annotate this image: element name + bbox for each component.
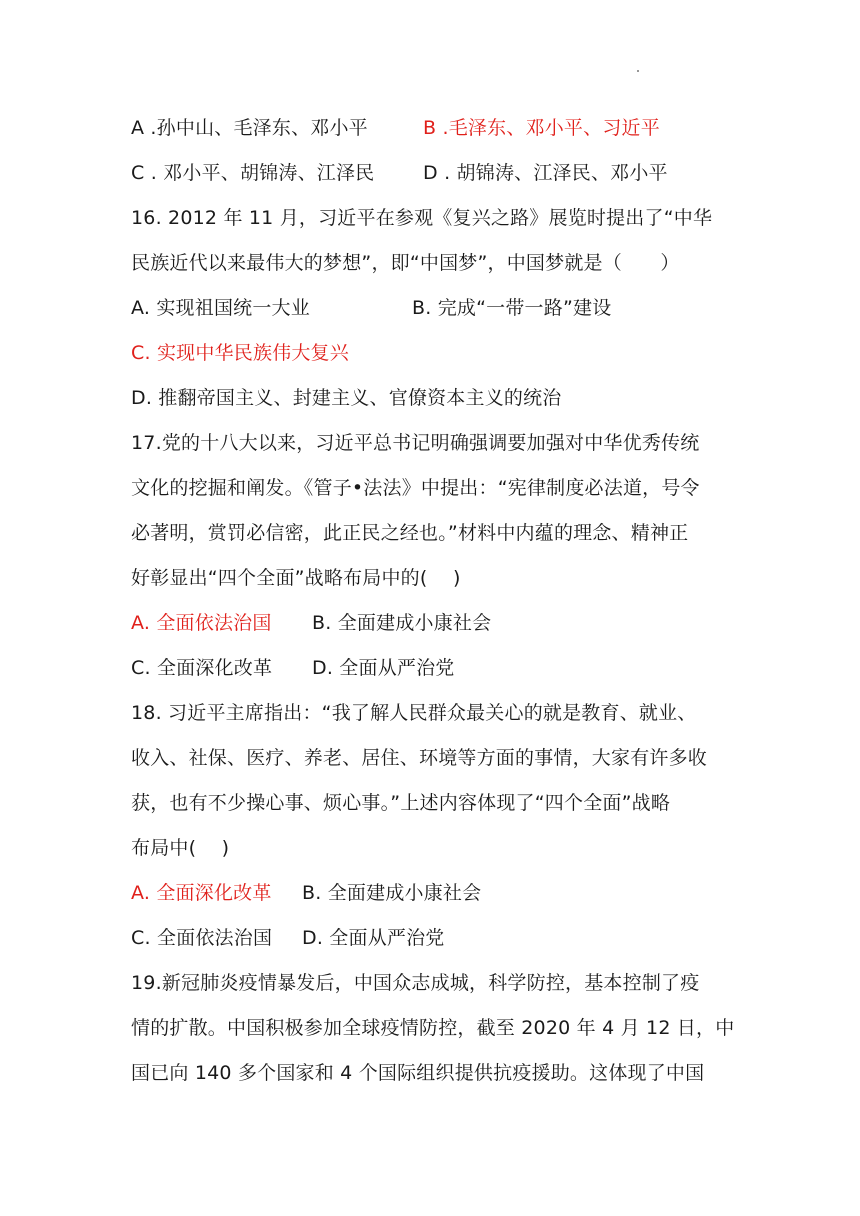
q17-stem-line4: 好彰显出“四个全面”战略布局中的( ) — [131, 567, 461, 589]
q17-stem-line1: 17.党的十八大以来，习近平总书记明确强调要加强对中华优秀传统 — [131, 432, 700, 454]
q18-options-row2 — [131, 923, 741, 953]
q16-option-b: B. 完成“一带一路”建设 — [412, 297, 612, 319]
q19-stem-line3: 国已向 140 多个国家和 4 个国际组织提供抗疫援助。这体现了中国 — [131, 1062, 705, 1084]
q17-stem-line3: 必著明，赏罚必信密，此正民之经也。”材料中内蕴的理念、精神正 — [131, 522, 689, 544]
q16-option-a: A. 实现祖国统一大业 — [131, 297, 310, 319]
q17-option-d: D. 全面从严治党 — [312, 657, 455, 679]
q18-stem-line3: 获，也有不少操心事、烦心事。”上述内容体现了“四个全面”战略 — [131, 792, 671, 814]
q15-option-b-answer: B .毛泽东、邓小平、习近平 — [423, 117, 660, 139]
q17-option-c: C. 全面深化改革 — [131, 657, 273, 679]
q16-stem-line2: 民族近代以来最伟大的梦想”，即“中国梦”，中国梦就是（ ） — [131, 252, 680, 274]
q18-option-a-answer: A. 全面深化改革 — [131, 882, 272, 904]
q15-option-d: D . 胡锦涛、江泽民、邓小平 — [423, 162, 668, 184]
q18-option-d: D. 全面从严治党 — [302, 927, 445, 949]
page-dot — [637, 70, 639, 72]
q17-options-row2 — [131, 653, 741, 683]
q18-stem-line2: 收入、社保、医疗、养老、居住、环境等方面的事情，大家有许多收 — [131, 747, 708, 769]
q16-option-d: D. 推翻帝国主义、封建主义、官僚资本主义的统治 — [131, 387, 562, 409]
q17-options-row1 — [131, 608, 741, 638]
q17-stem-line2: 文化的挖掘和阐发。《管子•法法》中提出：“宪律制度必法道，号令 — [131, 477, 700, 499]
q17-option-a-answer: A. 全面依法治国 — [131, 612, 272, 634]
q16-option-c-answer: C. 实现中华民族伟大复兴 — [131, 342, 349, 364]
q15-options-row2 — [131, 158, 741, 188]
q19-stem-line1: 19.新冠肺炎疫情暴发后，中国众志成城，科学防控，基本控制了疫 — [131, 972, 700, 994]
q18-option-c: C. 全面依法治国 — [131, 927, 273, 949]
q16-options-row1 — [131, 293, 741, 323]
q19-stem-line2: 情的扩散。中国积极参加全球疫情防控，截至 2020 年 4 月 12 日，中 — [131, 1017, 735, 1039]
q16-stem-line1: 16. 2012 年 11 月，习近平在参观《复兴之路》展览时提出了“中华 — [131, 207, 713, 229]
q18-stem-line1: 18. 习近平主席指出：“我了解人民群众最关心的就是教育、就业、 — [131, 702, 697, 724]
q18-stem-line4: 布局中( ) — [131, 837, 230, 859]
q15-options-row1 — [131, 113, 741, 143]
q18-options-row1 — [131, 878, 741, 908]
q17-option-b: B. 全面建成小康社会 — [312, 612, 492, 634]
q15-option-c: C . 邓小平、胡锦涛、江泽民 — [131, 162, 375, 184]
q15-option-a: A .孙中山、毛泽东、邓小平 — [131, 117, 368, 139]
q18-option-b: B. 全面建成小康社会 — [302, 882, 482, 904]
